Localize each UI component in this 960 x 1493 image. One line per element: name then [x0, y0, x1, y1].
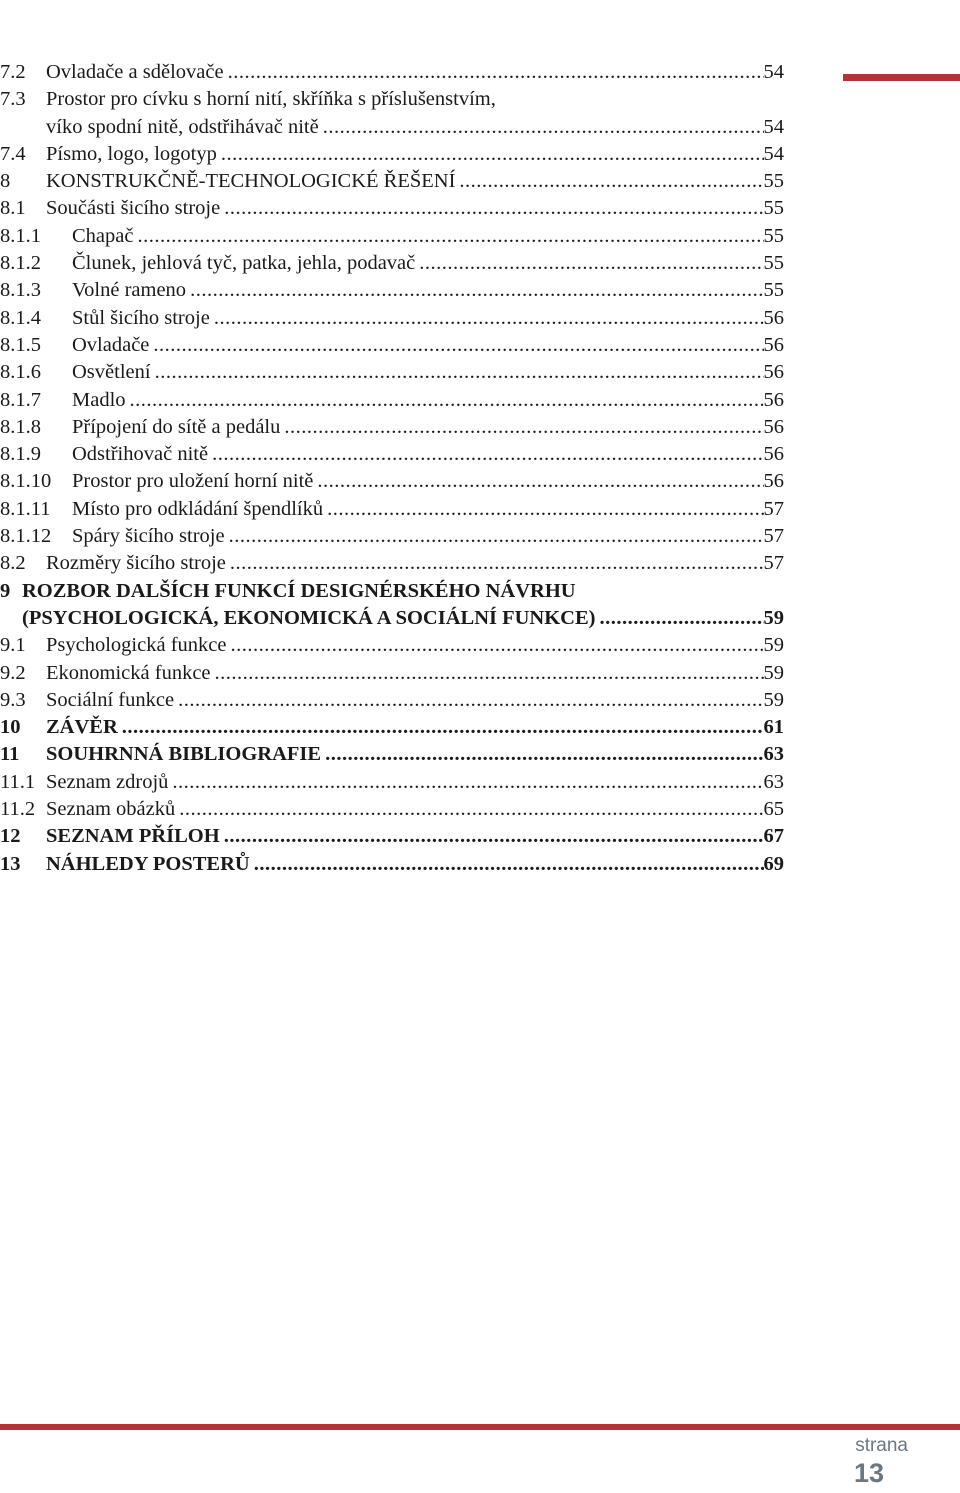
toc-dot-leader [284, 414, 763, 441]
toc-dot-leader [459, 168, 763, 195]
toc-entry[interactable] [0, 823, 784, 850]
toc-entry[interactable] [0, 632, 784, 659]
toc-entry-page: 69 [763, 852, 784, 875]
toc-entry-title: Ovladače a sdělovače [46, 61, 224, 83]
toc-entry-title: SEZNAM PŘÍLOH [46, 825, 220, 848]
toc-entry-number: 7.3 [0, 88, 26, 111]
toc-entry-title: Písmo, logo, logotyp [46, 142, 217, 165]
toc-entry-title: víko spodní nitě, odstřihávač nitě [46, 115, 319, 138]
toc-entry-number: 8.1.7 [0, 388, 41, 411]
toc-entry-page: 56 [763, 415, 784, 438]
toc-dot-leader [130, 387, 764, 414]
toc-dot-leader [179, 796, 763, 823]
toc-entry-page: 56 [763, 361, 784, 384]
toc-entry-title: Prostor pro uložení horní nitě [72, 470, 314, 493]
toc-entry-page: 57 [763, 552, 784, 575]
toc-entry-title: Sociální funkce [46, 688, 175, 711]
toc-entry-number: 9.2 [0, 661, 26, 684]
toc-entry[interactable] [0, 550, 784, 577]
table-of-contents [0, 59, 784, 878]
toc-dot-leader [317, 468, 763, 495]
toc-entry-number: 8.1.1 [0, 224, 41, 247]
toc-entry-number: 9.3 [0, 688, 26, 711]
toc-entry-page: 55 [763, 279, 784, 302]
toc-entry[interactable] [0, 114, 784, 141]
toc-entry[interactable] [0, 741, 784, 768]
toc-entry-page: 59 [763, 634, 784, 657]
footer-page-number: 13 [853, 1458, 884, 1488]
toc-entry-title: Ekonomická funkce [46, 661, 211, 684]
toc-entry-title: Stůl šicího stroje [72, 306, 210, 329]
toc-entry[interactable] [0, 168, 784, 195]
toc-entry-page: 54 [763, 115, 784, 138]
toc-entry-page: 55 [763, 197, 784, 220]
toc-entry-number: 9.1 [0, 634, 26, 657]
toc-entry-page: 67 [763, 825, 784, 848]
toc-dot-leader [224, 823, 764, 850]
toc-entry[interactable] [0, 305, 784, 332]
toc-entry-number: 8.2 [0, 552, 26, 575]
toc-entry[interactable] [0, 468, 784, 495]
toc-entry[interactable] [0, 769, 784, 796]
toc-entry[interactable] [0, 796, 784, 823]
toc-entry-title: Místo pro odkládání špendlíků [72, 497, 324, 520]
toc-entry-title: Součásti šicího stroje [46, 197, 221, 220]
toc-entry-number: 8.1.6 [0, 361, 41, 384]
toc-entry[interactable] [0, 578, 784, 605]
toc-entry-number: 8.1.5 [0, 333, 41, 356]
toc-entry-number: 8.1.8 [0, 415, 41, 438]
toc-entry-number: 11.1 [0, 770, 36, 793]
toc-entry[interactable] [0, 141, 784, 168]
toc-entry[interactable] [0, 332, 784, 359]
toc-entry[interactable] [0, 59, 784, 86]
toc-dot-leader [327, 496, 763, 523]
toc-entry-title: Seznam obázků [46, 798, 176, 821]
toc-entry-page: 56 [763, 443, 784, 466]
toc-dot-leader [214, 305, 764, 332]
toc-entry[interactable] [0, 714, 784, 741]
toc-dot-leader [178, 687, 763, 714]
toc-entry[interactable] [0, 687, 784, 714]
toc-entry-page: 56 [763, 470, 784, 493]
toc-entry-number: 7.2 [0, 61, 26, 83]
toc-dot-leader [137, 223, 763, 250]
toc-dot-leader [419, 250, 763, 277]
toc-dot-leader [325, 741, 763, 768]
toc-entry[interactable] [0, 223, 784, 250]
toc-entry-number: 11.2 [0, 798, 36, 821]
toc-dot-leader [122, 714, 764, 741]
toc-entry-title: Osvětlení [72, 361, 151, 384]
toc-dot-leader [190, 277, 763, 304]
toc-dot-leader [172, 769, 763, 796]
toc-entry-title: Psychologická funkce [46, 634, 227, 657]
toc-entry-number: 11 [0, 743, 20, 766]
toc-entry-title: (PSYCHOLOGICKÁ, EKONOMICKÁ A SOCIÁLNÍ FUNKCE) [22, 606, 596, 629]
toc-entry-title: KONSTRUKČNĚ-TECHNOLOGICKÉ ŘEŠENÍ [46, 170, 456, 193]
toc-entry-title: Ovladače [72, 333, 150, 356]
toc-dot-leader [230, 632, 763, 659]
toc-entry[interactable] [0, 496, 784, 523]
toc-entry-page: 59 [763, 688, 784, 711]
toc-entry-number: 8.1.4 [0, 306, 41, 329]
toc-entry[interactable] [0, 250, 784, 277]
toc-dot-leader [229, 523, 764, 550]
toc-entry-title: Volné rameno [72, 279, 187, 302]
toc-entry-page: 59 [763, 661, 784, 684]
toc-dot-leader [323, 114, 764, 141]
toc-dot-leader [221, 141, 764, 168]
toc-entry[interactable] [0, 851, 784, 878]
toc-entry[interactable] [0, 605, 784, 632]
toc-entry[interactable] [0, 277, 784, 304]
toc-entry-title: Člunek, jehlová tyč, patka, jehla, podavač [72, 252, 416, 275]
toc-entry[interactable] [0, 195, 784, 222]
toc-entry-page: 54 [763, 61, 784, 83]
toc-entry[interactable] [0, 441, 784, 468]
toc-entry-page: 56 [763, 388, 784, 411]
toc-dot-leader [599, 605, 763, 632]
toc-entry-number: 9 [0, 579, 11, 602]
toc-entry-title: Rozměry šicího stroje [46, 552, 226, 575]
toc-entry-number: 8.1.12 [0, 525, 52, 548]
toc-entry-number: 10 [0, 716, 21, 739]
top-accent-bar [843, 74, 960, 81]
toc-entry-page: 61 [763, 716, 784, 739]
toc-entry[interactable] [0, 523, 784, 550]
toc-dot-leader [224, 195, 763, 222]
toc-entry-title: ROZBOR DALŠÍCH FUNKCÍ DESIGNÉRSKÉHO NÁVRHU [22, 579, 576, 602]
toc-entry-page: 55 [763, 170, 784, 193]
toc-entry-title: Přípojení do sítě a pedálu [72, 415, 281, 438]
toc-dot-leader [230, 550, 764, 577]
toc-entry-page: 63 [763, 770, 784, 793]
toc-entry-title: SOUHRNNÁ BIBLIOGRAFIE [46, 743, 322, 766]
toc-entry[interactable] [0, 660, 784, 687]
toc-dot-leader [155, 359, 764, 386]
toc-entry-title: ZÁVĚR [46, 716, 118, 739]
toc-entry-number: 12 [0, 825, 21, 848]
footer-page-label: strana [855, 1435, 908, 1456]
toc-entry-page: 59 [763, 606, 784, 629]
toc-entry-number: 8.1 [0, 197, 26, 220]
toc-entry-page: 55 [763, 224, 784, 247]
toc-entry-number: 8.1.10 [0, 470, 52, 493]
toc-entry-title: Spáry šicího stroje [72, 525, 225, 548]
toc-entry-number: 8.1.11 [0, 497, 51, 520]
toc-entry-page: 55 [763, 252, 784, 275]
toc-entry-page: 56 [763, 306, 784, 329]
toc-dot-leader [215, 660, 764, 687]
toc-entry[interactable] [0, 359, 784, 386]
toc-entry-title: Chapač [72, 224, 134, 247]
toc-entry-number: 8 [0, 170, 11, 193]
toc-entry-number: 8.1.3 [0, 279, 41, 302]
toc-entry-title: Prostor pro cívku s horní nití, skříňka s příslušenstvím, [46, 88, 496, 111]
bottom-accent-bar [0, 1424, 960, 1430]
toc-dot-leader [153, 332, 763, 359]
toc-dot-leader [228, 59, 764, 86]
toc-entry-number: 8.1.9 [0, 443, 41, 466]
toc-dot-leader [212, 441, 763, 468]
toc-entry-page: 54 [763, 142, 784, 165]
toc-entry-page: 57 [763, 497, 784, 520]
toc-entry-page: 65 [763, 798, 784, 821]
toc-entry-title: Odstřihovač nitě [72, 443, 209, 466]
toc-entry-title: Madlo [72, 388, 126, 411]
toc-entry-page: 57 [763, 525, 784, 548]
toc-dot-leader [254, 851, 764, 878]
toc-entry-title: Seznam zdrojů [46, 770, 169, 793]
toc-entry[interactable] [0, 387, 784, 414]
toc-entry-number: 13 [0, 852, 21, 875]
toc-entry-number: 7.4 [0, 142, 26, 165]
toc-entry-page: 63 [763, 743, 784, 766]
toc-entry[interactable] [0, 86, 784, 113]
toc-entry-number: 8.1.2 [0, 252, 41, 275]
toc-entry-page: 56 [763, 333, 784, 356]
toc-entry[interactable] [0, 414, 784, 441]
toc-entry-title: NÁHLEDY POSTERŮ [46, 852, 250, 875]
